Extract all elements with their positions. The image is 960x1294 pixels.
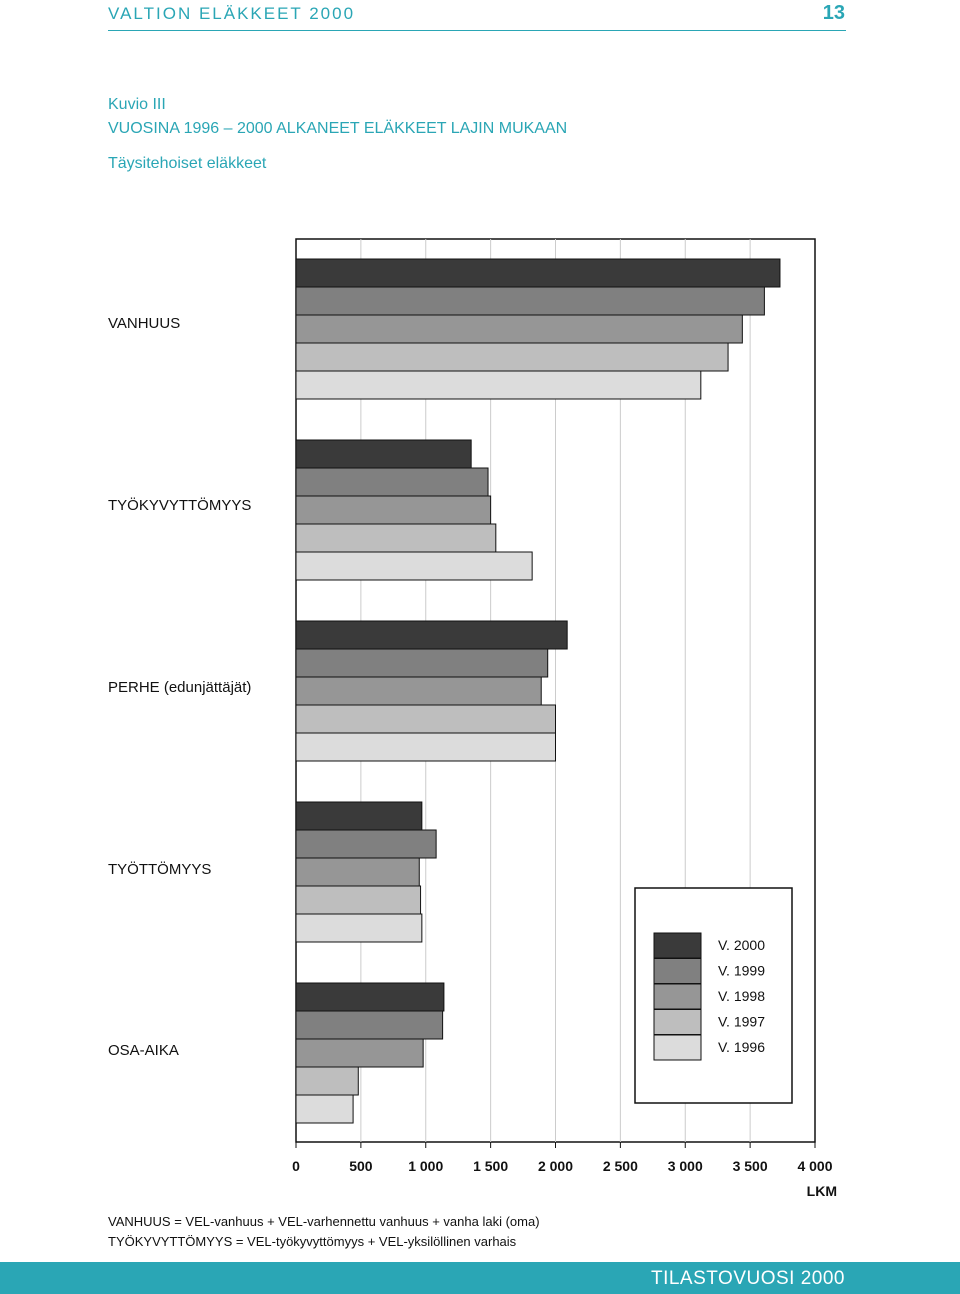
x-tick-label: 2 500 (602, 1158, 638, 1174)
legend-label: V. 1997 (718, 1013, 765, 1030)
category-label-perhe: PERHE (edunjättäjät) (108, 679, 252, 696)
bar (296, 733, 556, 761)
bar (296, 677, 541, 705)
bar (296, 705, 556, 733)
legend-swatch (654, 1010, 701, 1035)
x-tick-label: 2 000 (537, 1158, 574, 1174)
x-tick-label: 1 500 (473, 1158, 509, 1174)
category-label-vanhuus: VANHUUS (108, 315, 181, 332)
category-label-tyokyvyttomyys: TYÖKYVYTTÖMYYS (108, 497, 252, 514)
bar (296, 552, 532, 580)
bar (296, 524, 496, 552)
bar (296, 440, 471, 468)
bar (296, 802, 422, 830)
x-axis-label: LKM (806, 1183, 837, 1199)
bar (296, 496, 491, 524)
page-number: 13 (822, 2, 845, 24)
bar (296, 858, 419, 886)
bar (296, 914, 422, 942)
bar (296, 315, 742, 343)
bar (296, 621, 567, 649)
bar (296, 830, 436, 858)
bar (296, 983, 444, 1011)
legend-label: V. 1998 (718, 988, 765, 1004)
bar (296, 468, 488, 496)
legend-label: V. 2000 (718, 937, 765, 953)
x-tick-label: 1 000 (408, 1158, 444, 1174)
figure-subtitle: Täysitehoiset eläkkeet (108, 155, 267, 172)
bar (296, 1011, 443, 1039)
footnote-vanhuus: VANHUUS = VEL-vanhuus + VEL-varhennettu vanhuus + vanha laki (oma) (108, 1214, 540, 1229)
legend-label: V. 1996 (718, 1039, 765, 1055)
footer-text: TILASTOVUOSI 2000 (650, 1268, 845, 1289)
bar (296, 343, 728, 371)
legend-swatch (654, 984, 701, 1009)
bar (296, 287, 764, 315)
footer-bar (0, 1262, 960, 1294)
bar (296, 1039, 423, 1067)
x-tick-label: 500 (349, 1158, 373, 1174)
legend-swatch (654, 1035, 701, 1060)
footnote-tyokyvyttomyys: TYÖKYVYTTÖMYYS = VEL-työkyvyttömyys + VEL-yksilöllinen varhais (108, 1234, 517, 1249)
running-header-title: VALTION ELÄKKEET 2000 (108, 4, 356, 23)
bar (296, 1095, 353, 1123)
x-tick-label: 0 (292, 1158, 300, 1174)
x-tick-label: 4 000 (797, 1158, 833, 1174)
legend-swatch (654, 933, 701, 958)
category-label-osa-aika: OSA-AIKA (108, 1042, 179, 1059)
bar (296, 886, 421, 914)
figure-number: Kuvio III (108, 96, 166, 113)
bar (296, 371, 701, 399)
bar (296, 259, 780, 287)
x-tick-label: 3 000 (667, 1158, 703, 1174)
x-tick-label: 3 500 (732, 1158, 768, 1174)
legend-swatch (654, 959, 701, 984)
legend-label: V. 1999 (718, 962, 765, 979)
bar (296, 1067, 358, 1095)
category-label-tyottomyys: TYÖTTÖMYYS (108, 861, 212, 878)
figure-title: VUOSINA 1996 – 2000 ALKANEET ELÄKKEET LAJIN MUKAAN (108, 120, 568, 137)
bar (296, 649, 548, 677)
